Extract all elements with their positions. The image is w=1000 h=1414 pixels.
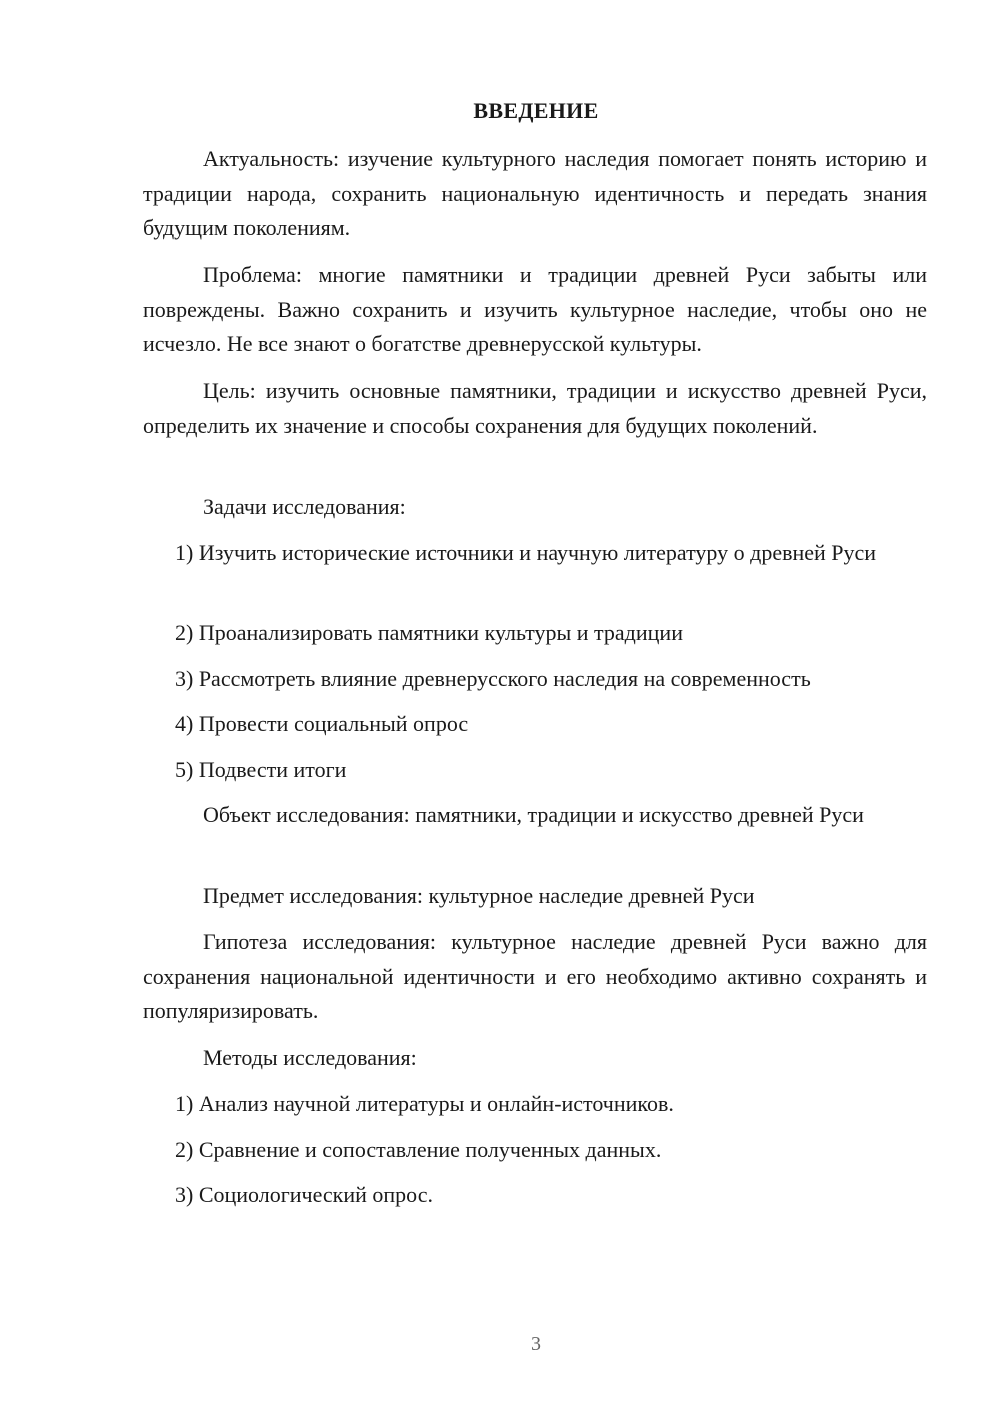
goal-paragraph: Цель: изучить основные памятники, традиции и искусство древней Руси, определить их значение и способы сохранения для будущих поколений.: [143, 378, 927, 438]
tasks-heading: Задачи исследования:: [203, 494, 406, 519]
method-item-1: 1) Анализ научной литературы и онлайн-источников.: [175, 1091, 674, 1116]
task-item-1: 1) Изучить исторические источники и научную литературу о древней Руси: [175, 540, 877, 565]
method-item-3: 3) Социологический опрос.: [175, 1182, 433, 1207]
page-title: ВВЕДЕНИЕ: [473, 98, 599, 123]
methods-heading: Методы исследования:: [203, 1045, 417, 1070]
task-item-3: 3) Рассмотреть влияние древнерусского наследия на современность: [175, 666, 811, 691]
method-item-2: 2) Сравнение и сопоставление полученных данных.: [175, 1137, 662, 1162]
task-item-2: 2) Проанализировать памятники культуры и традиции: [175, 620, 683, 645]
object-paragraph: Объект исследования: памятники, традиции и искусство древней Руси: [203, 802, 864, 827]
hypothesis-paragraph: Гипотеза исследования: культурное наследие древней Руси важно для сохранения национальной идентичности и его необходимо активно сохранять и популяризировать.: [143, 929, 927, 1023]
relevance-paragraph: Актуальность: изучение культурного наследия помогает понять историю и традиции народа, сохранить национальную идентичность и передать знания будущим поколениям.: [143, 146, 927, 240]
subject-paragraph: Предмет исследования: культурное наследие древней Руси: [203, 883, 755, 908]
problem-paragraph: Проблема: многие памятники и традиции древней Руси забыты или повреждены. Важно сохранить и изучить культурное наследие, чтобы оно не исчезло. Не все знают о богатстве древнерусской культуры.: [143, 262, 927, 356]
task-item-4: 4) Провести социальный опрос: [175, 711, 469, 736]
task-item-5: 5) Подвести итоги: [175, 757, 347, 782]
page-number: 3: [531, 1333, 541, 1355]
